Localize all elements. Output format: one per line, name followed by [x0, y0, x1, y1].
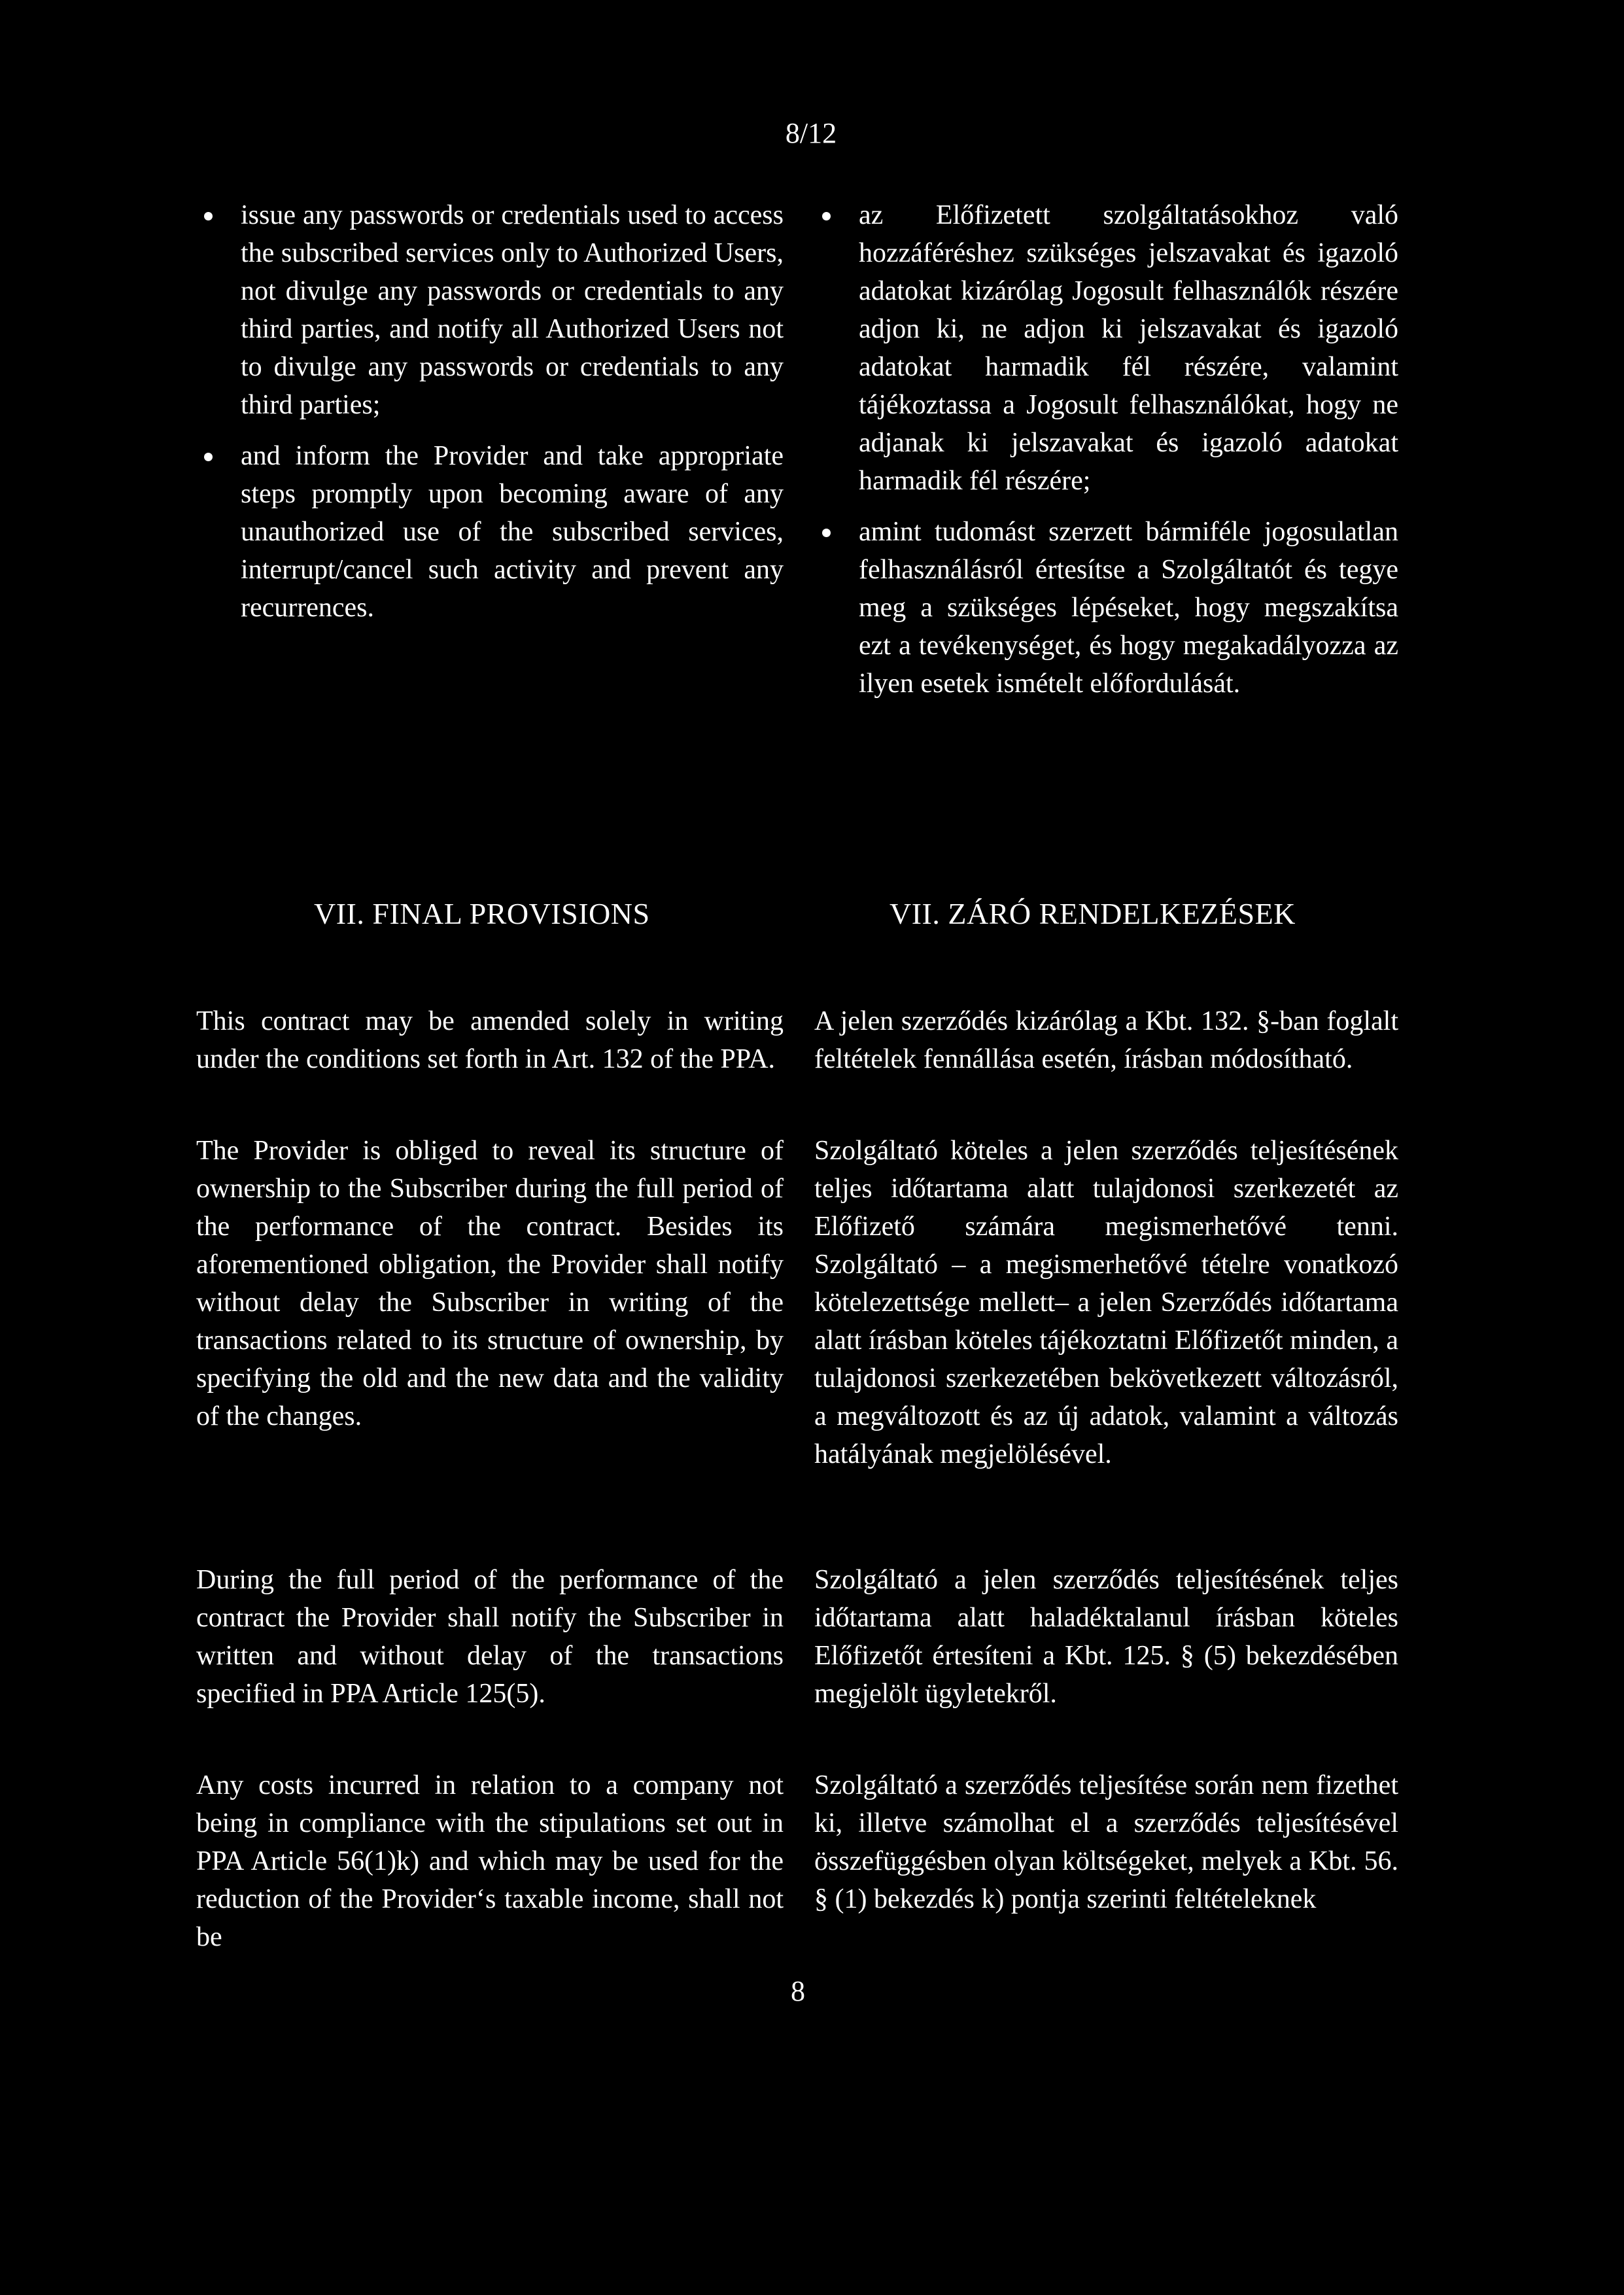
paragraph-transactions-hungarian: Szolgáltató a jelen szerződés teljesítésének teljes időtartama alatt haladéktalanul írásban köteles Előfizetőt értesíteni a Kbt. 125. § (5) bekezdésében megjelölt ügyletekről.: [814, 1565, 1398, 1709]
bullet-item: amint tudomást szerzett bármiféle jogosulatlan felhasználásról értesítse a Szolgáltatót és tegye meg a szükséges lépéseket, hogy megszakítsa ezt a tevékenységet, és hogy megakadályozza az ilyen esetek ismételt előfordulását.: [814, 513, 1398, 703]
section-heading-english: VII. FINAL PROVISIONS: [314, 897, 650, 930]
paragraph-amendment-hungarian: A jelen szerződés kizárólag a Kbt. 132. §-ban foglalt feltételek fennállása esetén, írásban módosítható.: [814, 1006, 1398, 1074]
page-indicator: 8/12: [785, 117, 837, 149]
paragraph-ownership-hungarian: Szolgáltató köteles a jelen szerződés teljesítésének teljes időtartama alatt tulajdonosi szerkezetét az Előfizető számára megismerhetővé tenni. Szolgáltató – a megismerhetővé tételre vonatkozó kötelezettsége mellett– a jelen Szerződés időtartama alatt írásban köteles tájékoztatni Előfizetőt minden, a tulajdonosi szerkezetében bekövetkezett változásról, a megváltozott és az új adatok, valamint a változás hatályának megjelölésével.: [814, 1136, 1398, 1469]
bullet-item: issue any passwords or credentials used to access the subscribed services only to Authorized Users, not divulge any passwords or credentials to any third parties, and notify all Authorized Users not to divulge any passwords or credentials to any third parties;: [196, 196, 784, 424]
bullet-item: az Előfizetett szolgáltatásokhoz való hozzáféréshez szükséges jelszavakat és igazoló adatokat kizárólag Jogosult felhasználók részére adjon ki, ne adjon ki jelszavakat és igazoló adatokat harmadik fél részére, valamint tájékoztassa a Jogosult felhasználókat, hogy ne adjanak ki jelszavakat és igazoló adatokat harmadik fél részére;: [814, 196, 1398, 500]
paragraph-transactions-english: During the full period of the performance of the contract the Provider shall notify the Subscriber in written and without delay of the transactions specified in PPA Article 125(5).: [196, 1565, 784, 1709]
paragraph-ownership-english: The Provider is obliged to reveal its structure of ownership to the Subscriber during the full period of the performance of the contract. Besides its aforementioned obligation, the Provider shall notify without delay the Subscriber in writing of the transactions related to its structure of ownership, by specifying the old and the new data and the validity of the changes.: [196, 1136, 784, 1431]
bullet-list-english: [196, 196, 784, 640]
page-number: 8: [791, 1975, 805, 2007]
paragraph-costs-hungarian: Szolgáltató a szerződés teljesítése során nem fizethet ki, illetve számolhat el a szerződés teljesítésével összefüggésben olyan költségeket, melyek a Kbt. 56. § (1) bekezdés k) pontja szerinti feltételeknek: [814, 1770, 1398, 1914]
paragraph-costs-english: Any costs incurred in relation to a company not being in compliance with the stipulations set out in PPA Article 56(1)k) and which may be used for the reduction of the Provider‘s taxable income, shall not be: [196, 1770, 784, 1952]
bullet-item: and inform the Provider and take appropriate steps promptly upon becoming aware of any unauthorized use of the subscribed services, interrupt/cancel such activity and prevent any recurrences.: [196, 437, 784, 627]
bullet-list-hungarian: [814, 196, 1398, 716]
section-heading-hungarian: VII. ZÁRÓ RENDELKEZÉSEK: [890, 897, 1296, 930]
paragraph-amendment-english: This contract may be amended solely in writing under the conditions set forth in Art. 132 of the PPA.: [196, 1006, 784, 1074]
